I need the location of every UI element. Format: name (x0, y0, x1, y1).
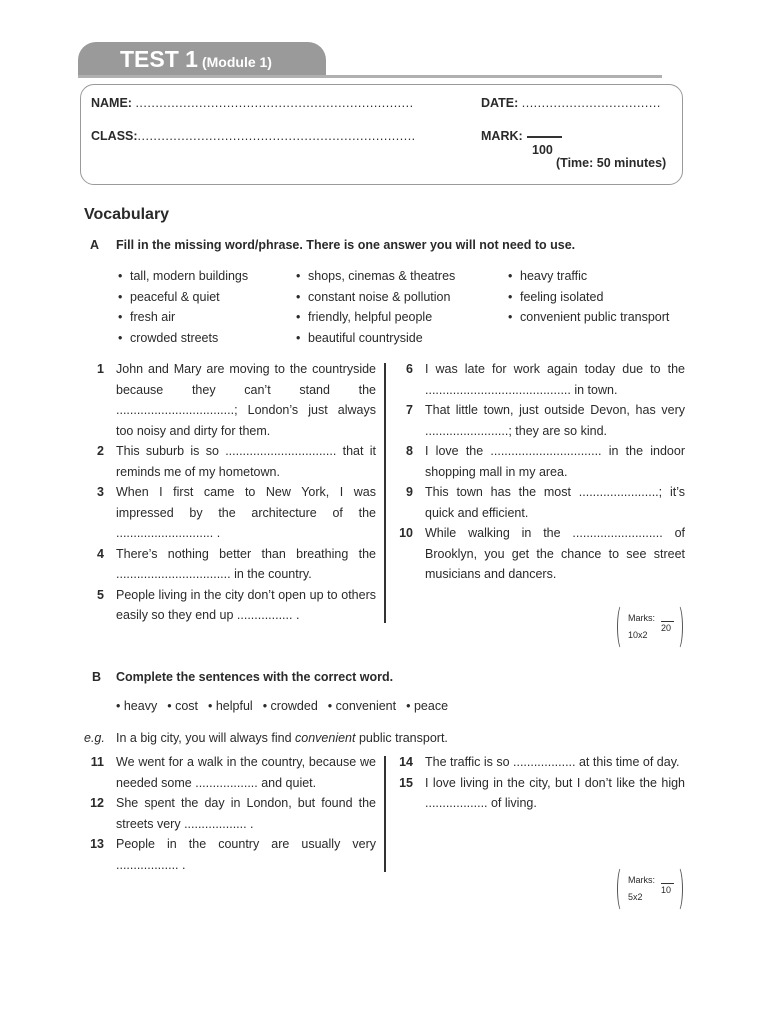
marks-paren-left (617, 866, 627, 912)
word-bank-item-text: feeling isolated (520, 289, 604, 304)
word-bank-item (296, 266, 455, 287)
marks-multiplier: 10x2 (628, 630, 648, 640)
word-bank-item-text: friendly, helpful people (308, 310, 433, 324)
task-b-instruction: Complete the sentences with the correct word. (116, 670, 394, 684)
word-bank-a-col3 (508, 266, 669, 328)
test-title-tab (78, 42, 326, 78)
task-b-marks-badge (617, 866, 683, 912)
bullet-icon: • (508, 289, 513, 304)
question-number: 14 (399, 755, 413, 769)
question-item (82, 482, 376, 544)
word-bank-item (508, 287, 669, 308)
marks-label: Marks: (628, 875, 655, 885)
time-limit: (Time: 50 minutes) (556, 156, 667, 170)
question-item (391, 752, 685, 773)
question-item (82, 834, 376, 875)
task-b-column-divider (384, 756, 386, 872)
question-number: 4 (97, 546, 104, 561)
task-b-questions-right (391, 752, 685, 814)
mark-label: MARK: (481, 129, 523, 143)
word-bank-item (118, 307, 248, 328)
question-text: We went for a walk in the country, because we needed some .................. and quiet. (116, 755, 376, 790)
word-bank-item-text: shops, cinemas & theatres (308, 269, 456, 283)
word-bank-b (116, 699, 458, 713)
bullet-icon: • (296, 269, 301, 283)
word-bank-b-item: • peace (406, 699, 449, 713)
question-text: The traffic is so .................. at this time of day. (425, 755, 680, 769)
question-item (391, 482, 685, 523)
marks-line (661, 621, 674, 622)
marks-multiplier: 5x2 (628, 892, 643, 902)
marks-total: 10 (661, 885, 672, 895)
question-number: 5 (97, 587, 104, 602)
task-a-instruction: Fill in the missing word/phrase. There is one answer you will not need to use. (116, 238, 576, 252)
question-text: I love living in the city, but I don’t like the high .................. of living. (425, 775, 685, 810)
marks-line (661, 883, 674, 884)
word-bank-item-text: peaceful & quiet (130, 289, 220, 304)
task-a-questions-left (82, 359, 376, 626)
name-field: NAME: ...................................................................... (91, 96, 414, 110)
question-text: She spent the day in London, but found the streets very .................. . (116, 796, 376, 831)
question-text: John and Mary are moving to the countryside because they can’t stand the ..................................; London’s just always too noisy and dirty for them. (116, 362, 376, 438)
example-sentence: In a big city, you will always find convenient public transport. (116, 731, 448, 745)
question-number: 10 (399, 526, 413, 540)
header-rule (78, 75, 662, 78)
marks-paren-right (673, 866, 683, 912)
task-b-letter: B (92, 670, 102, 684)
question-item (82, 585, 376, 626)
date-field: DATE: ................................... (481, 96, 661, 110)
word-bank-item-text: beautiful countryside (308, 330, 423, 345)
bullet-icon: • (118, 289, 123, 304)
question-item (391, 441, 685, 482)
question-text: People living in the city don’t open up to others easily so they end up ................ . (116, 587, 376, 622)
bullet-icon: • (296, 289, 301, 304)
question-number: 3 (97, 485, 104, 499)
bullet-icon: • (296, 330, 301, 345)
question-text: That little town, just outside Devon, has very ........................; they are so kind. (425, 403, 685, 438)
word-bank-b-item: • crowded (262, 699, 318, 713)
question-text: People in the country are usually very .................. . (116, 837, 376, 872)
marks-paren-left (617, 604, 627, 650)
test-title: TEST 1 (Module 1) (120, 46, 272, 72)
word-bank-item-text: heavy traffic (520, 269, 588, 283)
question-text: While walking in the .......................... of Brooklyn, you get the chance to see street musicians and dancers. (425, 526, 685, 581)
bullet-icon: • (118, 269, 123, 283)
question-item (82, 441, 376, 482)
question-number: 2 (97, 444, 104, 458)
question-item (391, 400, 685, 441)
question-text: I was late for work again today due to the .......................................... in town. (425, 362, 685, 397)
question-item (391, 523, 685, 585)
word-bank-item-text: crowded streets (130, 330, 219, 345)
word-bank-b-item: • convenient (327, 699, 397, 713)
question-number: 11 (90, 755, 104, 769)
word-bank-a-col2 (296, 266, 455, 348)
word-bank-item-text: constant noise & pollution (308, 289, 451, 304)
question-number: 13 (90, 837, 104, 851)
question-text: There’s nothing better than breathing the ................................. in the country. (116, 546, 376, 581)
section-title: Vocabulary (84, 206, 170, 223)
bullet-icon: • (508, 269, 513, 283)
bullet-icon: • (508, 310, 513, 324)
marks-label: Marks: (628, 613, 655, 623)
question-number: 9 (406, 485, 413, 499)
question-item (82, 359, 376, 441)
test-subtitle: (Module 1) (201, 54, 272, 70)
bullet-icon: • (118, 330, 123, 345)
question-number: 1 (97, 362, 104, 376)
task-a-questions-right (391, 359, 685, 585)
word-bank-item (508, 307, 669, 328)
word-bank-item (296, 287, 455, 308)
example-answer: convenient (295, 731, 356, 745)
word-bank-item (508, 266, 669, 287)
word-bank-item (118, 287, 248, 308)
question-item (391, 773, 685, 814)
question-number: 6 (406, 362, 413, 376)
example-label: e.g. (84, 731, 105, 745)
word-bank-a-col1 (118, 266, 248, 348)
question-number: 7 (406, 403, 413, 417)
mark-fraction-line (527, 136, 562, 138)
question-item (82, 544, 376, 585)
question-item (82, 793, 376, 834)
bullet-icon: • (118, 310, 123, 324)
word-bank-item-text: tall, modern buildings (130, 269, 249, 283)
word-bank-item (118, 328, 248, 349)
bullet-icon: • (296, 310, 301, 324)
marks-paren-right (673, 604, 683, 650)
task-a-marks-badge (617, 604, 683, 650)
word-bank-b-item: • cost (167, 699, 198, 713)
mark-denominator: 100 (532, 143, 553, 157)
word-bank-item (118, 266, 248, 287)
task-b-questions-left (82, 752, 376, 875)
word-bank-item (296, 307, 455, 328)
question-number: 15 (399, 775, 413, 790)
task-a-column-divider (384, 363, 386, 623)
word-bank-item-text: fresh air (130, 310, 176, 324)
question-item (391, 359, 685, 400)
question-item (82, 752, 376, 793)
question-number: 12 (90, 796, 104, 810)
question-text: When I first came to New York, I was impressed by the architecture of the ............................ . (116, 485, 376, 540)
word-bank-item (296, 328, 455, 349)
question-text: This town has the most .......................; it’s quick and efficient. (425, 485, 685, 520)
question-text: I love the ................................ in the indoor shopping mall in my area. (425, 444, 685, 479)
word-bank-item-text: convenient public transport (520, 310, 670, 324)
class-field: CLASS:...................................................................... (91, 129, 416, 143)
question-number: 8 (406, 444, 413, 458)
word-bank-b-item: • heavy (116, 699, 158, 713)
marks-total: 20 (661, 623, 672, 633)
task-a-letter: A (90, 238, 100, 252)
word-bank-b-item: • helpful (208, 699, 253, 713)
question-text: This suburb is so ................................ that it reminds me of my hometown. (116, 444, 376, 479)
